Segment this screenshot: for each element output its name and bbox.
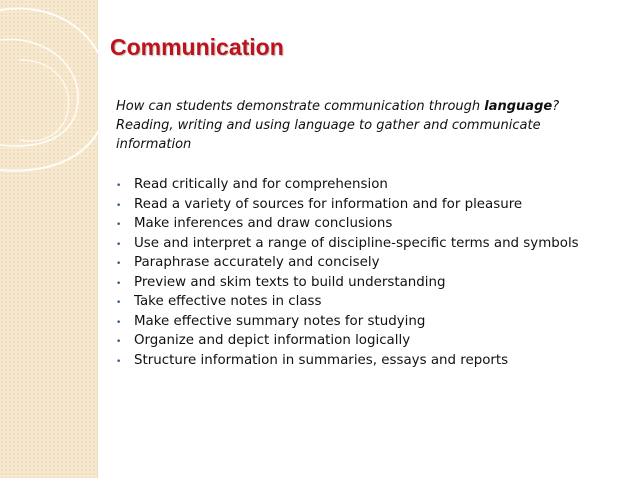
list-item — [116, 274, 631, 294]
bullet-icon: • — [116, 278, 122, 289]
intro-description: Reading, writing and using language to gather and communicate information — [116, 118, 541, 152]
intro-text — [116, 97, 616, 154]
bullet-icon: • — [116, 239, 122, 250]
bullet-list — [116, 176, 631, 371]
list-item — [116, 235, 631, 255]
list-item — [116, 196, 631, 216]
bullet-text: Read a variety of sources for information and for pleasure — [134, 196, 523, 212]
list-item — [116, 332, 631, 352]
bullet-text: Make inferences and draw conclusions — [134, 216, 393, 231]
bullet-icon: • — [116, 317, 122, 328]
bullet-icon: • — [116, 259, 122, 269]
bullet-text: Preview and skim texts to build understanding — [134, 274, 446, 290]
list-item — [116, 254, 631, 274]
bullet-icon: • — [116, 220, 122, 230]
bullet-text: Read critically and for comprehension — [134, 177, 388, 192]
bullet-text: Make effective summary notes for studying — [134, 313, 426, 329]
intro-question-suffix: ? — [552, 99, 560, 114]
bullet-icon: • — [116, 200, 122, 211]
bullet-text: Take effective notes in class — [134, 294, 322, 309]
list-item — [116, 215, 631, 235]
bullet-icon: • — [116, 298, 122, 308]
list-item — [116, 176, 631, 196]
intro-question-prefix: How can students demonstrate communication through — [116, 99, 485, 114]
list-item — [116, 313, 631, 333]
intro-question-emphasis: language — [484, 99, 553, 114]
slide-title: Communication — [110, 34, 284, 60]
bullet-text: Paraphrase accurately and concisely — [134, 255, 380, 270]
bullet-icon: • — [116, 181, 122, 191]
bullet-icon: • — [116, 356, 122, 367]
bullet-text: Structure information in summaries, essays and reports — [134, 352, 509, 368]
bullet-icon: • — [116, 337, 122, 347]
swirl-decoration-icon — [0, 0, 130, 200]
bullet-text: Organize and depict information logically — [134, 333, 411, 348]
list-item — [116, 352, 631, 372]
bullet-text: Use and interpret a range of discipline-specific terms and symbols — [134, 235, 579, 251]
list-item — [116, 293, 631, 313]
